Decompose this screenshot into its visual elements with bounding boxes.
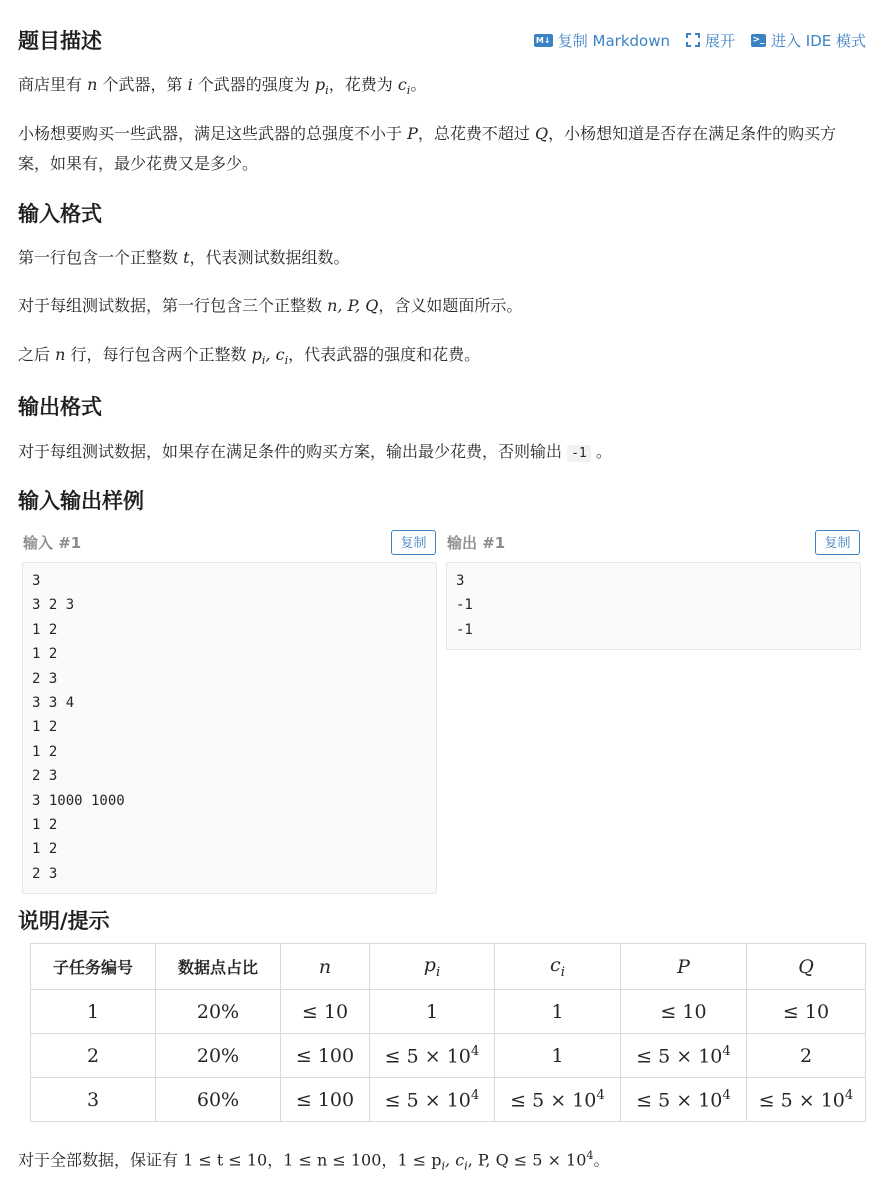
copy-markdown-button[interactable] <box>534 30 670 51</box>
inline-code: -1 <box>567 445 591 462</box>
expand-label: 展开 <box>704 31 735 50</box>
copy-output-button[interactable]: 复制 <box>815 530 860 555</box>
sample-input-label: 输入 #1 <box>23 534 82 552</box>
problem-header <box>18 26 866 54</box>
table-row: 2 20% ≤ 100 ≤ $5 \times 10^4$ 1 ≤ $5 \times 10^4$ 2 <box>31 1034 866 1078</box>
sample-output-code: 3 -1 -1 <box>446 562 861 650</box>
input-format-line-1: 第一行包含一个正整数 t，代表测试数据组数。 <box>18 248 350 267</box>
expand-icon <box>686 33 700 47</box>
samples-title: 输入输出样例 <box>18 489 144 513</box>
sample-output-label: 输出 #1 <box>447 534 506 552</box>
output-format-title: 输出格式 <box>18 395 102 419</box>
input-format-line-3: 之后 n 行，每行包含两个正整数 $p_i$, $c_i$，代表武器的强度和花费。 <box>18 345 481 368</box>
header-p: $p_i$ <box>370 944 495 990</box>
output-format-line-1: 对于每组测试数据，如果存在满足条件的购买方案，输出最少花费，否则输出 -1 。 <box>18 442 612 461</box>
description-paragraph-2: 小杨想要购买一些武器，满足这些武器的总强度不小于 P，总花费不超过 Q，小杨想知道是否存在满足条件的购买方案，如果有，最少花费又是多少。 <box>18 124 837 173</box>
copy-input-button[interactable]: 复制 <box>391 530 436 555</box>
header-Q: Q <box>747 944 866 990</box>
table-header-row <box>31 944 866 990</box>
header-c: $c_i$ <box>495 944 621 990</box>
ide-mode-label: 进入 IDE 模式 <box>771 31 866 50</box>
table-row: 1 20% ≤ 10 1 1 ≤ 10 ≤ 10 <box>31 990 866 1034</box>
header-P: P <box>621 944 747 990</box>
header-n: n <box>281 944 370 990</box>
table-row: 3 60% ≤ 100 ≤ $5 \times 10^4$ ≤ $5 \times 10^4$ ≤ $5 \times 10^4$ ≤ $5 \times 10^4$ <box>31 1078 866 1122</box>
header-subtask-id: 子任务编号 <box>31 944 156 990</box>
subtask-table <box>30 943 866 1122</box>
terminal-icon: >_ <box>752 34 765 45</box>
input-format-title: 输入格式 <box>18 202 102 226</box>
header-ratio: 数据点占比 <box>156 944 281 990</box>
hints-title: 说明/提示 <box>18 909 110 933</box>
description-paragraph-1: 商店里有 n 个武器，第 i 个武器的强度为 $p_i$，花费为 $c_i$。 <box>18 75 427 98</box>
header-actions <box>534 30 866 51</box>
markdown-icon: M↓ <box>534 34 553 47</box>
ide-mode-button[interactable] <box>751 30 866 51</box>
sample-input-code: 3 3 2 3 1 2 1 2 2 3 3 3 4 1 2 1 2 2 3 3 1000 1000 1 2 1 2 2 3 <box>22 562 437 894</box>
expand-button[interactable] <box>686 30 735 51</box>
copy-markdown-label: 复制 Markdown <box>557 31 670 50</box>
constraints-paragraph: 对于全部数据，保证有 1 ≤ t ≤ 10，1 ≤ n ≤ 100，$1 \le p_i$, $c_i$, P, $Q \le 5 \times 10^4$。 <box>18 1149 610 1173</box>
input-format-line-2: 对于每组测试数据，第一行包含三个正整数 n, P, Q，含义如题面所示。 <box>18 296 523 315</box>
page-title: 题目描述 <box>18 29 102 53</box>
